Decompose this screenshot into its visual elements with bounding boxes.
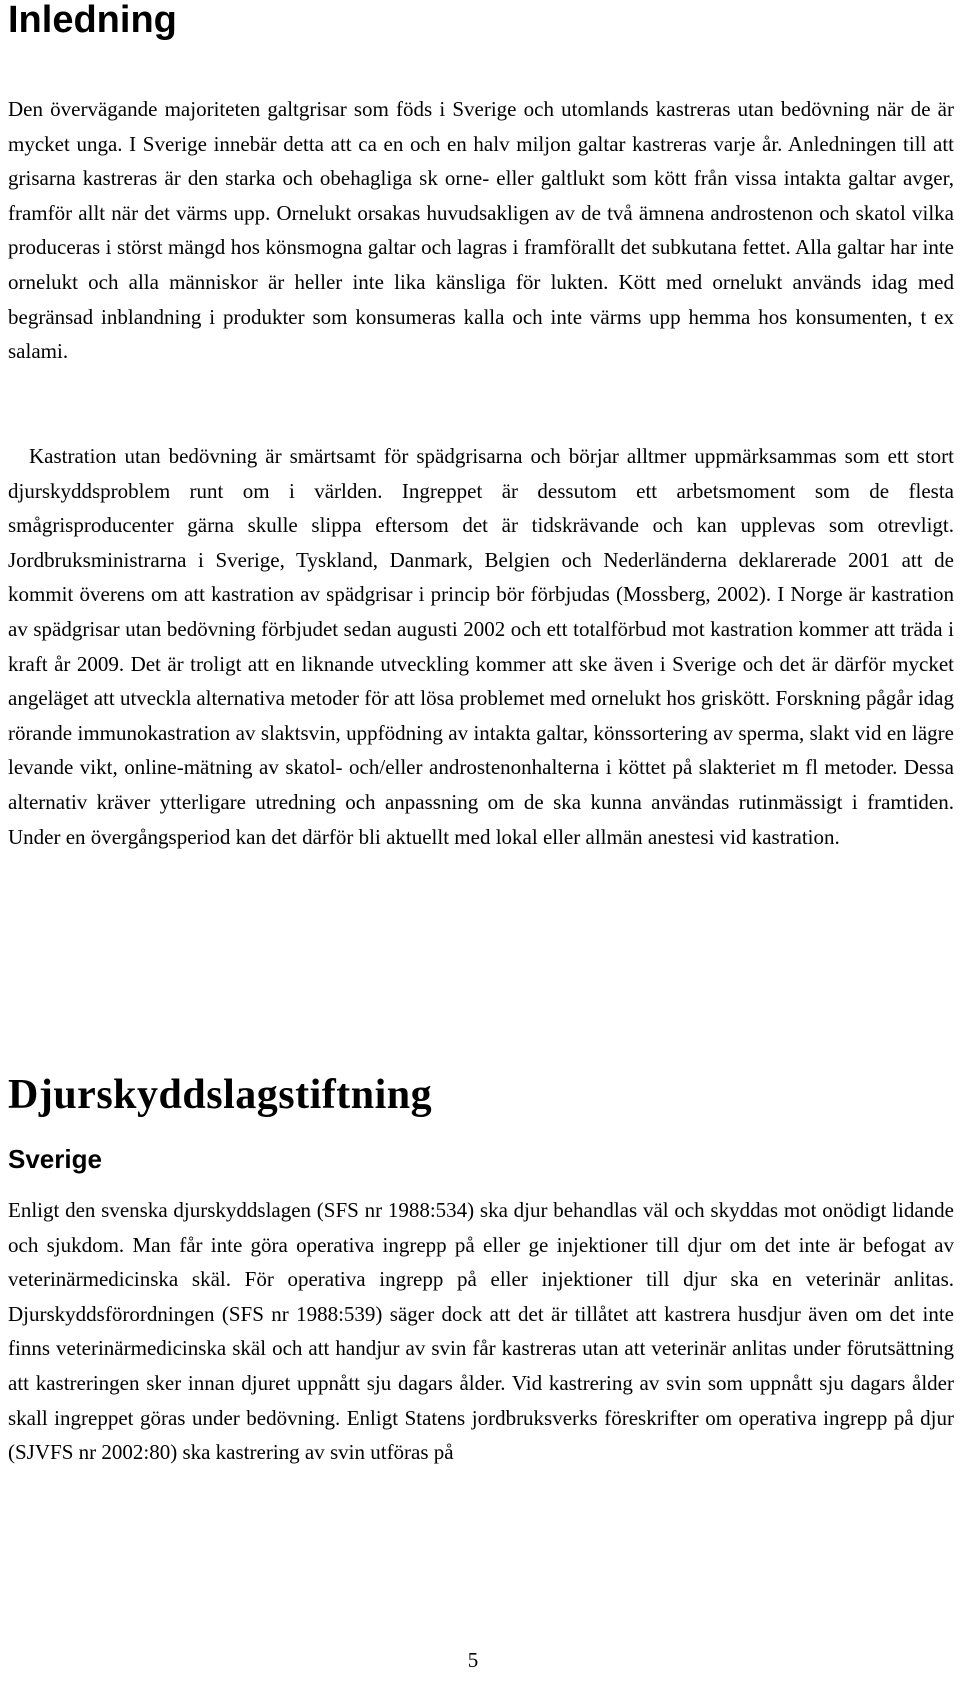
subheading-sverige: Sverige bbox=[8, 1144, 102, 1174]
heading-djurskyddslagstiftning: Djurskyddslagstiftning bbox=[8, 1072, 433, 1118]
page-number: 5 bbox=[467, 1648, 479, 1672]
paragraph-inledning-1: Den övervägande majoriteten galtgrisar som föds i Sverige och utomlands kastreras utan bedövning när de är mycket unga. I Sverige innebär detta att ca en och en halv miljon galtar kastreras varje år. Anledningen till att grisarna kastreras är den starka och obehagliga sk orne- eller galtlukt som kött från vissa intakta galtar avger, framför allt när det värms upp. Ornelukt orsakas huvudsakligen av de två ämnena androstenon och skatol vilka produceras i störst mängd hos könsmogna galtar och lagras i framförallt det subkutana fettet. Alla galtar har inte ornelukt och alla människor är heller inte lika känsliga för lukten. Kött med ornelukt används idag med begränsad inblandning i produkter som konsumeras kalla och inte värms upp hemma hos konsumenten, t ex salami. bbox=[8, 97, 954, 364]
paragraph-inledning-2: Kastration utan bedövning är smärtsamt för spädgrisarna och börjar alltmer uppmärksammas som ett stort djurskyddsproblem runt om i världen. Ingreppet är dessutom ett arbetsmoment som de flesta smågrisproducenter gärna skulle slippa eftersom det är tidskrävande och kan upplevas som otrevligt. Jordbruksministrarna i Sverige, Tyskland, Danmark, Belgien och Nederländerna deklarerade 2001 att de kommit överens om att kastration av spädgrisar i princip bör förbjudas (Mossberg, 2002). I Norge är kastration av spädgrisar utan bedövning förbjudet sedan augusti 2002 och ett totalförbud mot kastration kommer att träda i kraft år 2009. Det är troligt att en liknande utveckling kommer att ske även i Sverige och det är därför mycket angeläget att utveckla alternativa metoder för att lösa problemet med ornelukt hos griskött. Forskning pågår idag rörande immunokastration av slaktsvin, uppfödning av intakta galtar, könssortering av sperma, slakt vid en lägre levande vikt, online-mätning av skatol- och/eller androstenonhalterna i köttet på slakteriet m fl metoder. Dessa alternativ kräver ytterligare utredning och anpassning om de ska kunna användas rutinmässigt i framtiden. Under en övergångsperiod kan det därför bli aktuellt med lokal eller allmän anestesi vid kastration. bbox=[8, 444, 954, 849]
heading-inledning: Inledning bbox=[8, 0, 177, 41]
paragraph-djurskydd-1: Enligt den svenska djurskyddslagen (SFS nr 1988:534) ska djur behandlas väl och skyddas mot onödigt lidande och sjukdom. Man får inte göra operativa ingrepp på eller ge injektioner till djur om det inte är befogat av veterinärmedicinska skäl. För operativa ingrepp på eller injektioner till djur ska en veterinär anlitas. Djurskyddsförordningen (SFS nr 1988:539) säger dock att det är tillåtet att kastrera husdjur även om det inte finns veterinärmedicinska skäl och att handjur av svin får kastreras utan att veterinär anlitas under förutsättning att kastreringen sker innan djuret uppnått sju dagars ålder. Vid kastrering av svin som uppnått sju dagars ålder skall ingreppet göras under bedövning. Enligt Statens jordbruksverks föreskrifter om operativa ingrepp på djur (SJVFS nr 2002:80) ska kastrering av svin utföras på bbox=[8, 1198, 954, 1465]
